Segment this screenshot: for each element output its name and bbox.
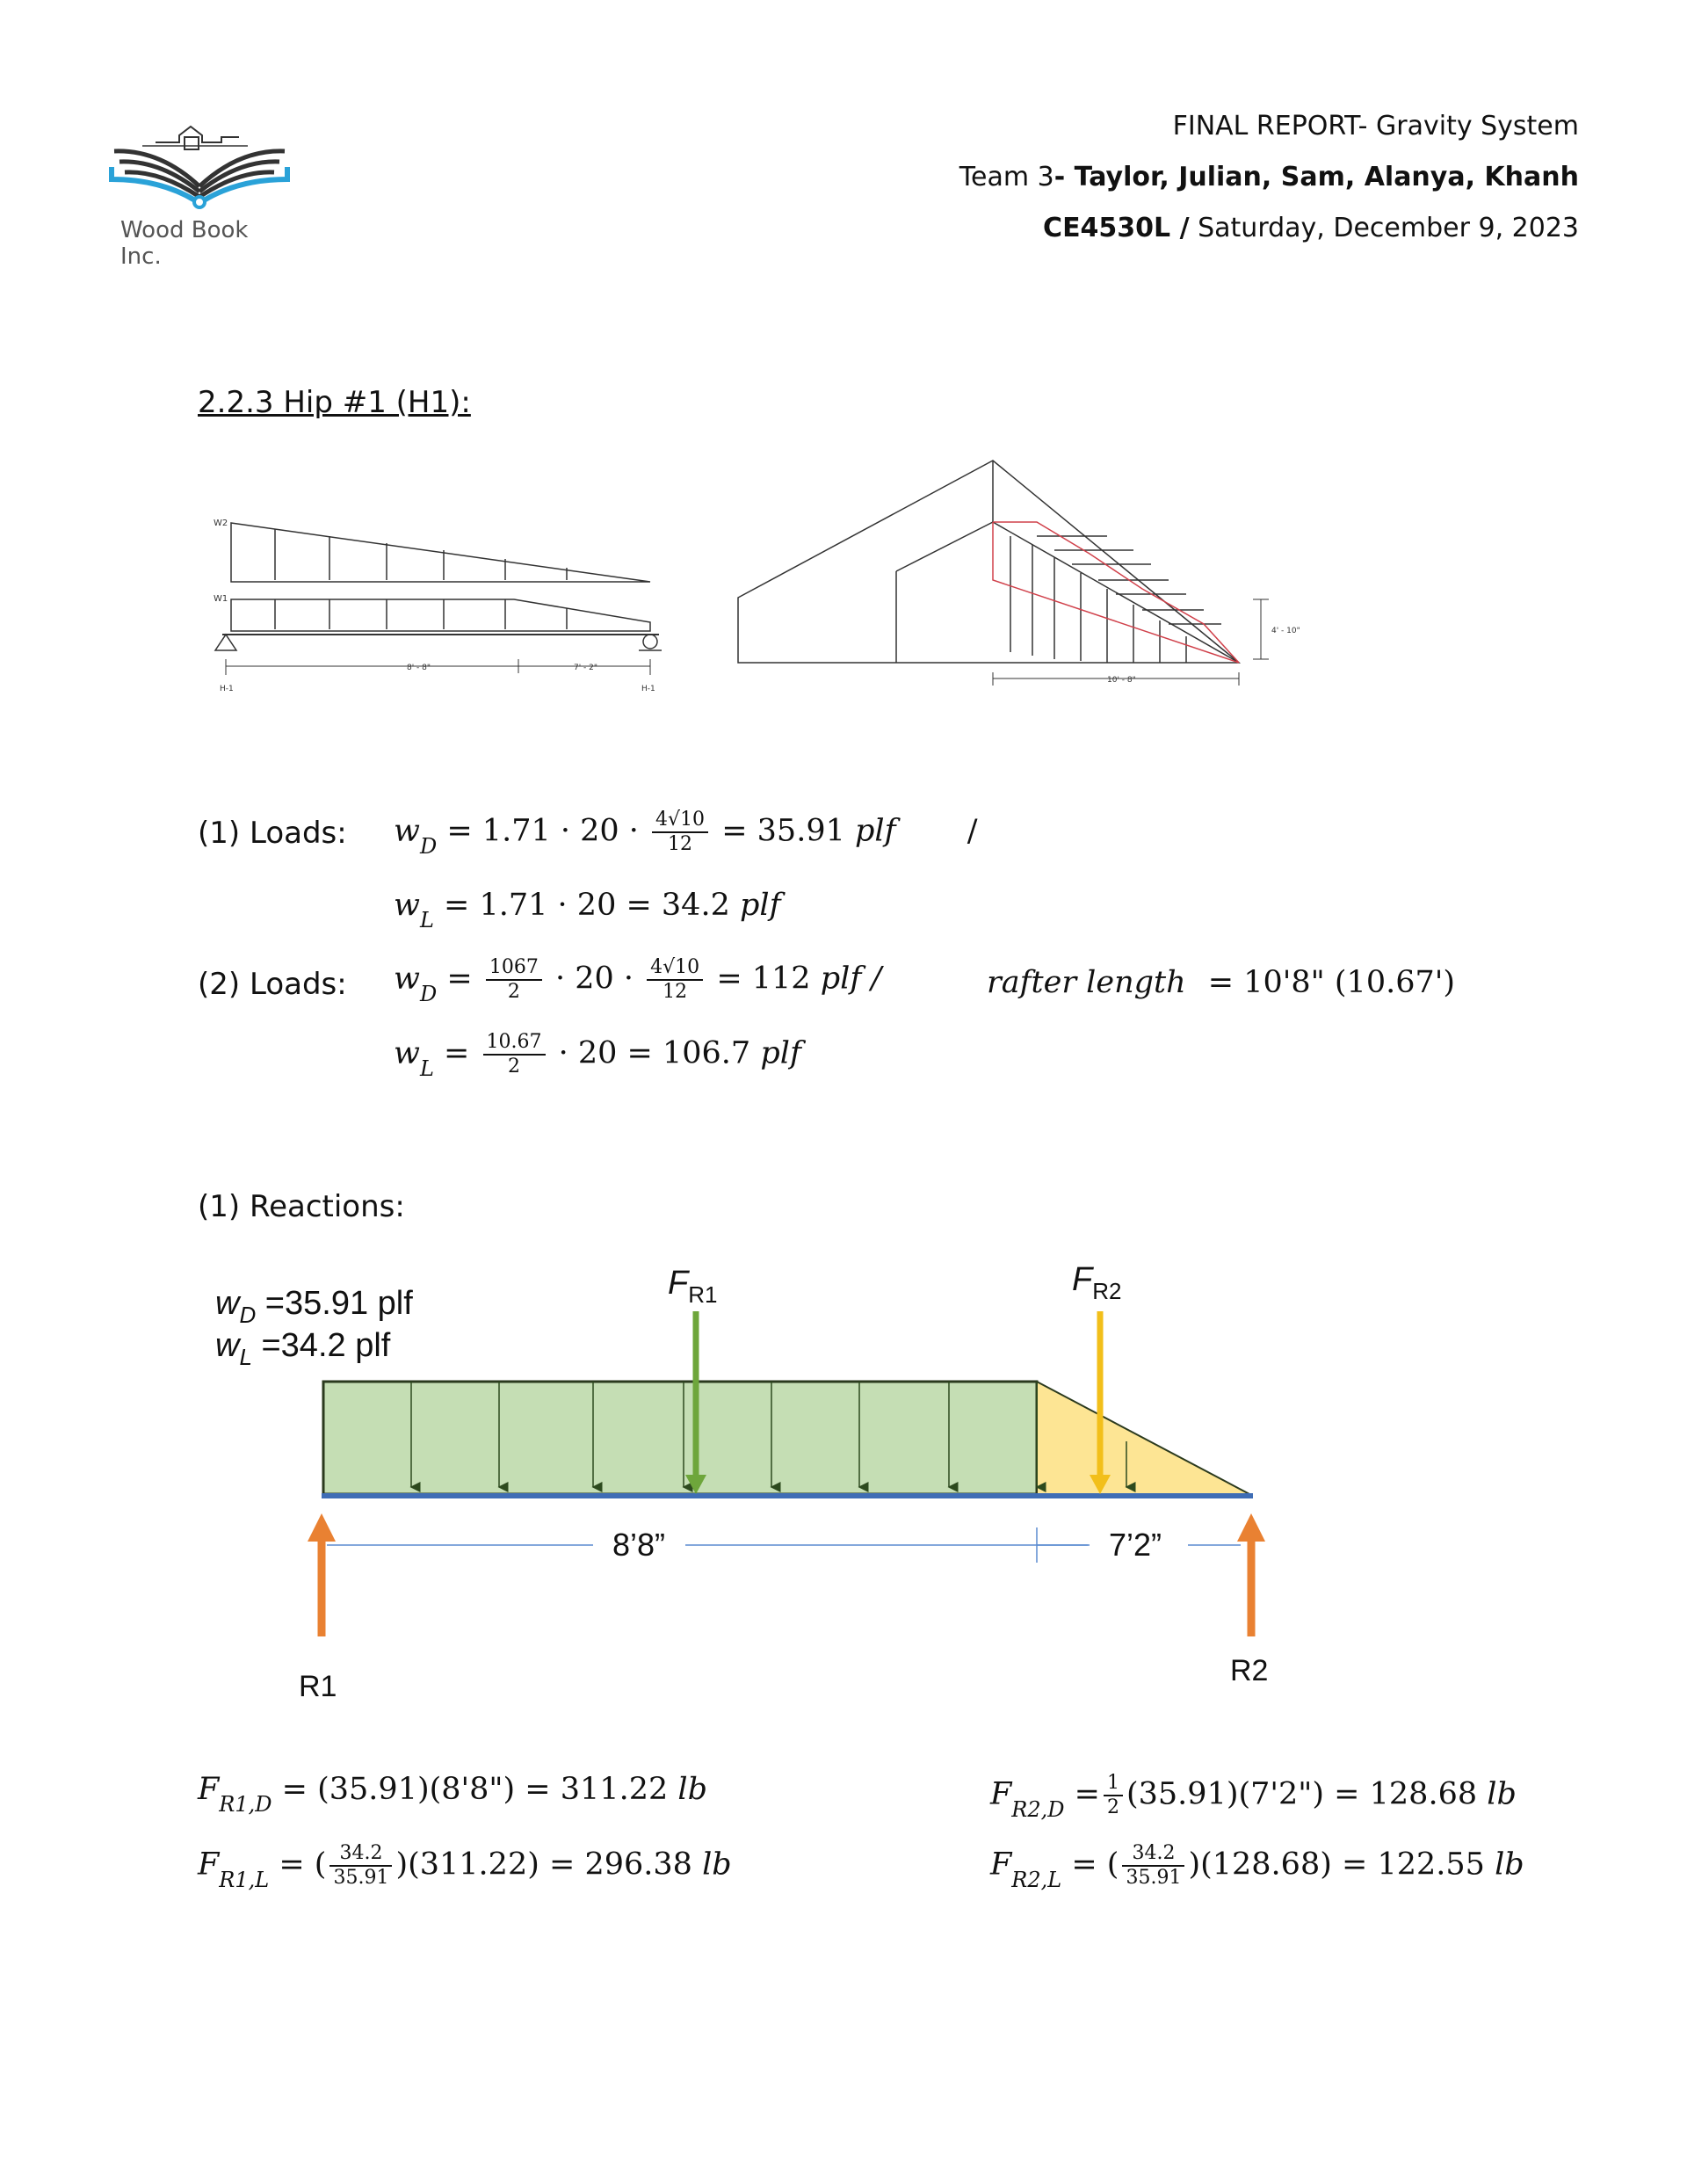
- team-members: - Taylor, Julian, Sam, Alanya, Khanh: [1053, 162, 1579, 192]
- wd2-mid: · 20 ·: [554, 961, 634, 997]
- w2-label: W2: [214, 519, 228, 528]
- course-date-line: [1043, 213, 1579, 243]
- loads2-label: (2) Loads:: [198, 967, 347, 1002]
- fr2d-symbol: F: [990, 1776, 1012, 1812]
- logo-text: Wood Book Inc.: [120, 217, 249, 270]
- wl-symbol: w: [394, 888, 420, 923]
- r1-label: R1: [299, 1670, 337, 1703]
- wd-mark: /: [967, 813, 978, 849]
- wd-result: = 35.91: [721, 813, 845, 849]
- fr1l-pre: = (: [279, 1847, 327, 1883]
- wl-sub: L: [419, 908, 434, 932]
- fr2l-unit: lb: [1495, 1847, 1524, 1883]
- fr1d-sub: R1,D: [219, 1792, 272, 1817]
- fr2d-pre: =: [1074, 1776, 1100, 1812]
- book-house-icon: [107, 105, 292, 211]
- wd-sym: w: [215, 1285, 240, 1322]
- frac-num: 1067: [486, 956, 542, 981]
- course-code: CE4530L /: [1043, 213, 1190, 243]
- dim1-label: 8’8”: [612, 1527, 666, 1563]
- wl-sym: w: [215, 1327, 240, 1364]
- rafter-value: = 10'8" (10.67'): [1207, 965, 1456, 1000]
- dim-right: 7' - 2": [574, 664, 598, 672]
- frac-num: 4√10: [647, 956, 703, 981]
- wd-sub: D: [419, 833, 438, 859]
- triangular-load: [1037, 1382, 1249, 1494]
- fr1l-equation: [198, 1842, 732, 1890]
- wl2-rest: · 20 = 106.7: [558, 1035, 751, 1071]
- wd2-fraction2: [647, 956, 703, 1004]
- fr1-label: $F_{R1}$: [668, 1265, 718, 1308]
- fr2d-sub: R2,D: [1011, 1796, 1065, 1822]
- loads1-wd-equation: [394, 809, 978, 859]
- r2-label: R2: [1230, 1654, 1269, 1687]
- wd-expr: = 1.71 · 20 ·: [446, 813, 639, 849]
- loads2-wd-equation: $w_D$ = $\frac{1067}{2}$ · 20 · $\frac{4√10}{12}$ = 112 plf /: [394, 956, 882, 1006]
- wd2-sub: D: [419, 981, 438, 1006]
- frac-den: 12: [668, 833, 693, 855]
- fr2d-equation: [990, 1772, 1517, 1822]
- team-line: [959, 162, 1579, 192]
- fr1l-symbol: F: [198, 1847, 220, 1883]
- r2-arrowhead: [1237, 1513, 1265, 1542]
- fr2l-fraction: [1122, 1842, 1184, 1890]
- wl2-symbol: w: [394, 1035, 420, 1071]
- fr2d-fraction: [1104, 1772, 1123, 1819]
- section-title: 2.2.3 Hip #1 (H1):: [198, 385, 471, 420]
- frac-den: 2: [507, 981, 520, 1003]
- fr1l-unit: lb: [702, 1847, 732, 1883]
- w1-label: W1: [214, 594, 228, 604]
- support-left-label: H-1: [220, 685, 234, 693]
- fr2l-pre: = (: [1071, 1847, 1119, 1883]
- frac-den: 35.91: [1126, 1867, 1182, 1889]
- support-right-label: H-1: [641, 685, 655, 693]
- frac-den: 12: [662, 981, 688, 1003]
- length-dim: 10' - 8": [1107, 676, 1136, 685]
- wd2-symbol: w: [394, 961, 420, 997]
- wl2-unit: plf: [760, 1035, 801, 1071]
- frac-num: 34.2: [1122, 1842, 1184, 1867]
- frac-num: 10.67: [483, 1031, 546, 1056]
- company-logo: [107, 105, 292, 270]
- wd-sub: D: [239, 1302, 257, 1328]
- dim-left: 8' - 8": [407, 664, 431, 672]
- fr2l-post: )(128.68) = 122.55: [1188, 1847, 1485, 1883]
- wl2-sub: L: [419, 1056, 434, 1081]
- frac-den: 35.91: [333, 1867, 389, 1889]
- fr1l-post: )(311.22) = 296.38: [395, 1847, 692, 1883]
- wl-unit: plf: [740, 888, 781, 923]
- wl-sub: L: [239, 1344, 252, 1370]
- report-date: Saturday, December 9, 2023: [1189, 213, 1579, 243]
- fr2d-post: (35.91)(7'2") = 128.68: [1126, 1776, 1478, 1812]
- fr2d-unit: lb: [1487, 1776, 1517, 1812]
- wd2-fraction1: [486, 956, 542, 1004]
- frac-num: 4√10: [652, 809, 708, 833]
- team-number: Team 3: [959, 162, 1054, 192]
- fr1d-unit: lb: [677, 1772, 707, 1807]
- fr1l-sub: R1,L: [219, 1867, 270, 1892]
- wl-value: =34.2 plf: [261, 1327, 391, 1364]
- wd-value: =35.91 plf: [264, 1285, 413, 1322]
- wd-symbol: w: [394, 813, 420, 849]
- reaction-diagram: [0, 1248, 1687, 1723]
- loads1-label: (1) Loads:: [198, 816, 347, 851]
- hip-beam-load-sketch: [206, 510, 672, 699]
- fr2-label: $F_{R2}$: [1072, 1261, 1122, 1304]
- fr1d-expr: = (35.91)(8'8") = 311.22: [281, 1772, 669, 1807]
- height-dim: 4' - 10": [1271, 627, 1300, 635]
- frac-num: 1: [1104, 1772, 1123, 1796]
- fr1d-symbol: F: [198, 1772, 220, 1807]
- dead-load-rect: [323, 1382, 1037, 1494]
- loads2-wl-equation: $w_L$ = $\frac{10.67}{2}$ · 20 = 106.7 plf: [394, 1031, 801, 1081]
- fr1l-fraction: [329, 1842, 392, 1890]
- frac-den: 2: [1106, 1796, 1119, 1818]
- reactions-label: (1) Reactions:: [198, 1189, 405, 1224]
- wd2-unit: plf /: [820, 961, 882, 997]
- rafter-text: rafter length: [987, 965, 1186, 1000]
- report-title: FINAL REPORT- Gravity System: [1172, 111, 1579, 141]
- wd2-result: = 112: [716, 961, 811, 997]
- wl-expr: = 1.71 · 20 = 34.2: [444, 888, 730, 923]
- frac-den: 2: [508, 1056, 520, 1077]
- fr2l-equation: [990, 1842, 1524, 1890]
- wd-fraction: [652, 809, 708, 856]
- loads1-wl-equation: [394, 888, 781, 932]
- hip-roof-isometric-sketch: [729, 448, 1300, 694]
- fr1d-equation: [198, 1772, 707, 1817]
- wl2-fraction: [483, 1031, 546, 1078]
- dim2-label: 7’2”: [1109, 1527, 1162, 1563]
- fr2l-symbol: F: [990, 1847, 1012, 1883]
- frac-num: 34.2: [329, 1842, 392, 1867]
- fr2l-sub: R2,L: [1011, 1867, 1062, 1892]
- wd-unit: plf: [855, 813, 896, 849]
- rafter-length: [987, 965, 1455, 1000]
- r1-arrowhead: [308, 1513, 336, 1542]
